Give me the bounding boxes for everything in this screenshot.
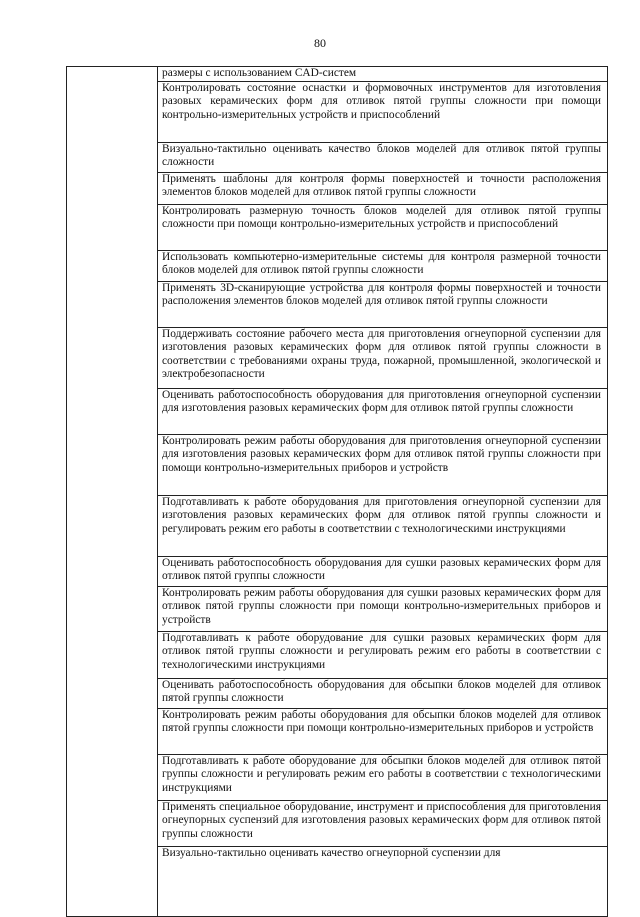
empty-left-cell [67,67,158,917]
table-cell-text: Визуально-тактильно оценивать качество огнеупорной суспензии для [158,846,608,916]
table-cell-text: Контролировать размерную точность блоков моделей для отливок пятой группы сложности при помощи контрольно-измерительных устройств и приспособлений [158,204,608,250]
table-cell-text: Контролировать режим работы оборудования для приготовления огнеупорной суспензии для изготовления разовых керамических форм для отливок пятой группы сложности при помощи контрольно-измерительных приборов и устройств [158,434,608,495]
table-cell-text: Применять 3D-сканирующие устройства для контроля формы поверхностей и точности расположения элементов блоков моделей для отливок пятой группы сложности [158,281,608,327]
table-cell-text: Подготавливать к работе оборудование для сушки разовых керамических форм для отливок пятой группы сложности и регулировать режим его работы в соответствии с технологическими инструкциями [158,631,608,678]
table-cell-text: Оценивать работоспособность оборудования для сушки разовых керамических форм для отливок пятой группы сложности [158,556,608,586]
table-cell-text: Контролировать состояние оснастки и формовочных инструментов для изготовления разовых керамических форм для отливок пятой группы сложности при помощи контрольно-измерительных устройств и приспособлений [158,81,608,142]
table-cell-text: размеры с использованием CAD-систем [158,67,608,82]
table-cell-text: Оценивать работоспособность оборудования для обсыпки блоков моделей для отливок пятой группы сложности [158,678,608,708]
table-cell-text: Оценивать работоспособность оборудования для приготовления огнеупорной суспензии для изготовления разовых керамических форм для отливок пятой группы сложности [158,388,608,434]
table-cell-text: Поддерживать состояние рабочего места для приготовления огнеупорной суспензии для изготовления разовых керамических форм для отливок пятой группы сложности в соответствии с требованиями охраны труда, пожарной, промышленной, экологической и электробезопасности [158,327,608,388]
table-cell-text: Визуально-тактильно оценивать качество блоков моделей для отливок пятой группы сложности [158,142,608,172]
table-cell-text: Контролировать режим работы оборудования для обсыпки блоков моделей для отливок пятой группы сложности при помощи контрольно-измерительных приборов и устройств [158,708,608,754]
table-cell-text: Подготавливать к работе оборудования для приготовления огнеупорной суспензии для изготовления разовых керамических форм для отливок пятой группы сложности и регулировать режим его работы в соответствии с технологическими инструкциями [158,495,608,556]
page-number: 80 [314,36,326,50]
table-cell-text: Применять шаблоны для контроля формы поверхностей и точности расположения элементов блоков моделей для отливок пятой группы сложности [158,172,608,204]
table-cell-text: Использовать компьютерно-измерительные системы для контроля размерной точности блоков моделей для отливок пятой группы сложности [158,250,608,281]
table-row [67,67,608,82]
competency-table [66,66,608,917]
table-cell-text: Подготавливать к работе оборудование для обсыпки блоков моделей для отливок пятой группы сложности и регулировать режим его работы в соответствии с технологическими инструкциями [158,754,608,800]
table-cell-text: Применять специальное оборудование, инструмент и приспособления для приготовления огнеупорных суспензий для изготовления разовых керамических форм для отливок пятой группы сложности [158,800,608,846]
table-cell-text: Контролировать режим работы оборудования для сушки разовых керамических форм для отливок пятой группы сложности при помощи контрольно-измерительных приборов и устройств [158,586,608,631]
